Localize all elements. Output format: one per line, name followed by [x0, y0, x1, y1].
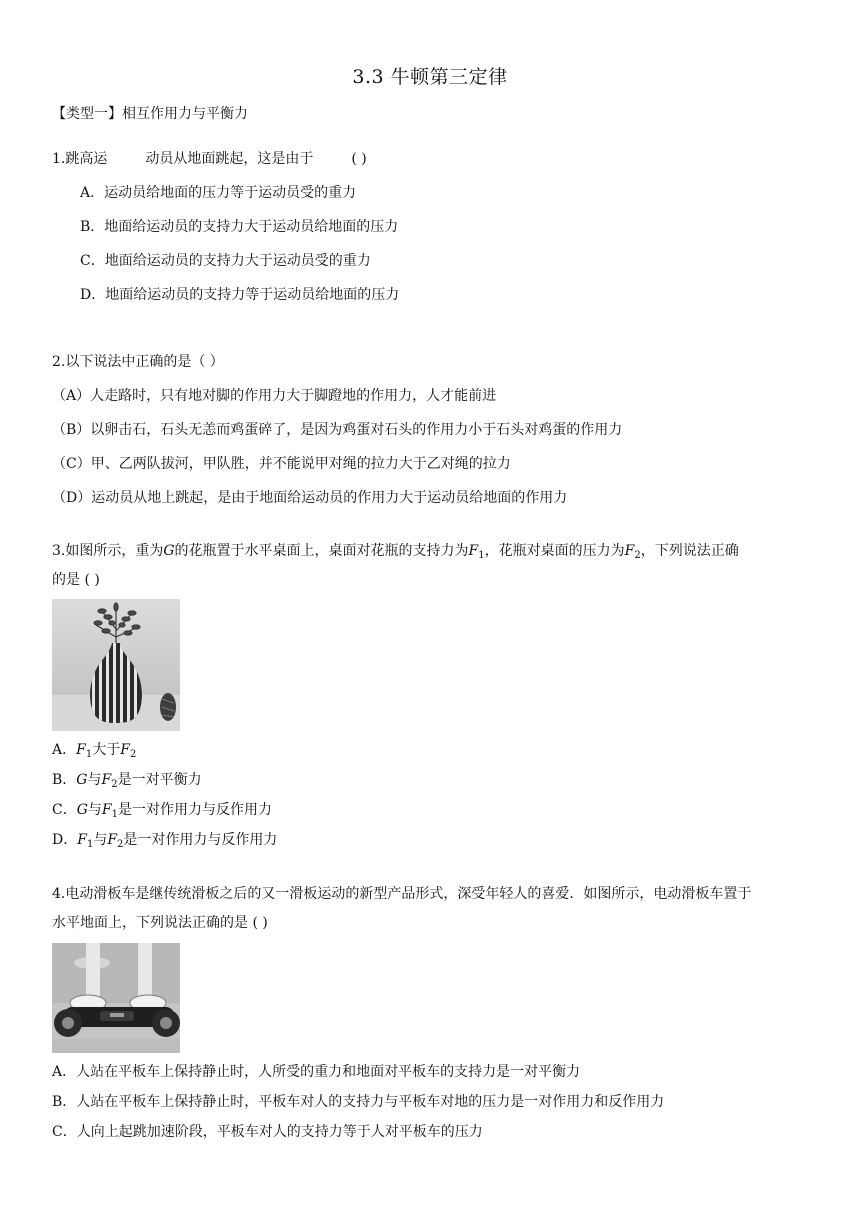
q3-option-c: [52, 800, 272, 825]
q3-option-b: [52, 770, 202, 795]
option-label: A．: [52, 742, 77, 758]
q3-option-a: [52, 740, 136, 765]
subscript: 1: [478, 550, 485, 561]
q2-option-b: （B）以卵击石，石头无恙而鸡蛋碎了，是因为鸡蛋对石头的作用力小于石头对鸡蛋的作用力: [52, 422, 623, 438]
option-text: 是一对作用力与反作用力: [118, 802, 272, 818]
subscript: 2: [117, 839, 124, 850]
page-title: 3.3 牛顿第三定律: [352, 66, 508, 88]
subscript: 1: [86, 839, 94, 850]
hoverboard-photo: [52, 943, 180, 1053]
subscript: 2: [129, 749, 137, 760]
q3-stem-line2: 的是 ( ): [52, 572, 100, 588]
subscript: 1: [85, 749, 93, 760]
option-label: D．: [52, 832, 78, 848]
q3-stem-line1: [52, 541, 739, 566]
var-f: F: [77, 832, 87, 848]
q4-option-c: C．人向上起跳加速阶段，平板车对人的支持力等于人对平板车的压力: [52, 1124, 483, 1140]
q3-stem-text: ，下列说法正确: [640, 543, 739, 559]
var-f: F: [107, 832, 118, 848]
var-g: G: [76, 772, 88, 788]
q2-option-c: （C）甲、乙两队拔河，甲队胜，并不能说甲对绳的拉力大于乙对绳的拉力: [52, 456, 511, 472]
option-text: 是一对平衡力: [117, 772, 202, 788]
q2-option-d: （D）运动员从地上跳起，是由于地面给运动员的作用力大于运动员给地面的作用力: [52, 490, 568, 506]
q4-option-a: A．人站在平板车上保持静止时，人所受的重力和地面对平板车的支持力是一对平衡力: [52, 1064, 581, 1080]
option-text: 大于: [92, 742, 121, 758]
var-f: F: [76, 742, 86, 758]
q1-option-a: A．运动员给地面的压力等于运动员受的重力: [80, 185, 357, 201]
var-f: F: [624, 543, 635, 559]
q3-stem-text: ，花瓶对桌面的压力为: [484, 543, 625, 559]
q4-stem-line2: 水平地面上，下列说法正确的是 ( ): [52, 915, 268, 931]
option-text: 与: [93, 832, 108, 848]
q1-option-d: D．地面给运动员的支持力等于运动员给地面的压力: [80, 287, 400, 303]
q2-stem: 2.以下说法中正确的是（ ）: [52, 354, 224, 370]
var-f: F: [101, 802, 112, 818]
section-header: 【类型一】相互作用力与平衡力: [52, 106, 248, 122]
q1-answer-blank: ( ): [351, 151, 367, 167]
q2-option-a: （A）人走路时，只有地对脚的作用力大于脚蹬地的作用力，人才能前进: [52, 388, 497, 404]
q1-stem-part-a: 1.跳高运: [52, 151, 108, 167]
q3-option-d: [52, 830, 277, 855]
q4-option-b: B．人站在平板车上保持静止时，平板车对人的支持力与平板车对地的压力是一对作用力和反作用力: [52, 1094, 665, 1110]
option-label: C．: [52, 802, 77, 818]
subscript: 2: [111, 779, 118, 790]
q1-stem-part-b: 动员从地面跳起，这是由于: [145, 151, 314, 167]
q4-stem-line1: 4.电动滑板车是继传统滑板之后的又一滑板运动的新型产品形式，深受年轻人的喜爱．如图所示，电动滑板车置于: [52, 886, 752, 902]
q1-option-c: C．地面给运动员的支持力大于运动员受的重力: [80, 253, 371, 269]
q1-stem: [52, 149, 367, 169]
option-text: 是一对作用力与反作用力: [123, 832, 278, 848]
option-label: B．: [52, 772, 77, 788]
vase-photo: [52, 599, 180, 731]
var-f: F: [101, 772, 112, 788]
var-f: F: [120, 742, 130, 758]
q3-stem-text: 的花瓶置于水平桌面上，桌面对花瓶的支持力为: [174, 543, 469, 559]
var-f: F: [468, 543, 479, 559]
q1-option-b: B．地面给运动员的支持力大于运动员给地面的压力: [80, 219, 399, 235]
subscript: 1: [111, 809, 118, 820]
var-g: G: [76, 802, 88, 818]
option-text: 与: [87, 772, 102, 788]
q3-stem-text: 3.如图所示，重为: [52, 543, 164, 559]
var-g: G: [163, 543, 175, 559]
option-text: 与: [87, 802, 102, 818]
subscript: 2: [634, 550, 641, 561]
